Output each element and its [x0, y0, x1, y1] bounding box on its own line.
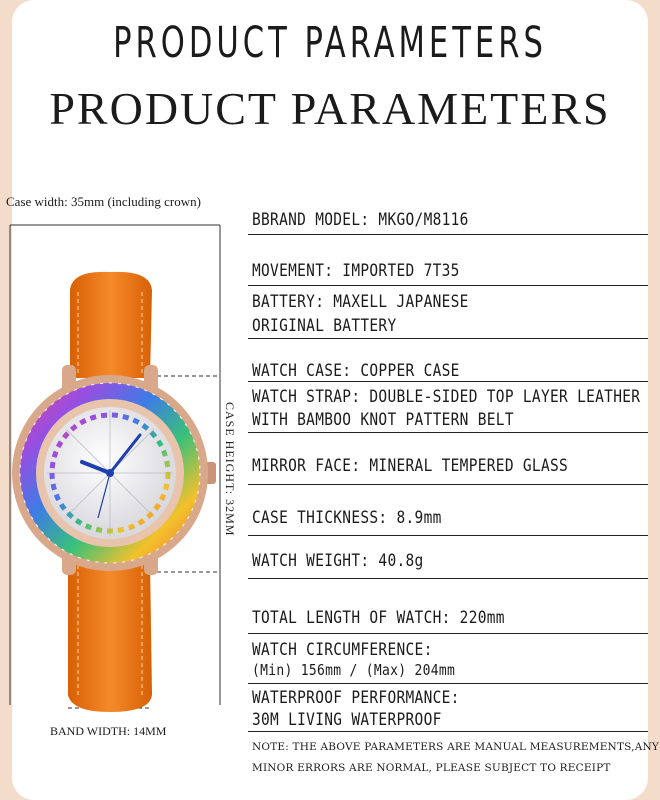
param-battery-cont: ORIGINAL BATTERY — [252, 317, 397, 336]
watch-illustration — [0, 200, 250, 740]
param-length: TOTAL LENGTH OF WATCH: 220mm — [252, 609, 505, 628]
divider — [248, 578, 648, 579]
strap-bottom — [68, 560, 152, 712]
param-weight: WATCH WEIGHT: 40.8g — [252, 552, 424, 571]
param-waterproof-cont: 30M LIVING WATERPROOF — [252, 711, 442, 730]
param-thickness: CASE THICKNESS: 8.9mm — [252, 509, 442, 528]
divider — [248, 285, 648, 286]
divider — [248, 535, 648, 536]
strap-top — [70, 272, 152, 378]
note-line-1: NOTE: THE ABOVE PARAMETERS ARE MANUAL MEASUREMENTS,ANY — [252, 741, 660, 753]
param-waterproof: WATERPROOF PERFORMANCE: — [252, 689, 460, 708]
divider — [248, 633, 648, 634]
divider — [248, 381, 648, 382]
page-title-small: PRODUCT PARAMETERS — [113, 18, 547, 68]
case-height-label: CASE HEIGHT: 32MM — [223, 402, 237, 537]
param-circumference: WATCH CIRCUMFERENCE: — [252, 641, 433, 660]
divider — [248, 683, 648, 684]
param-battery: BATTERY: MAXELL JAPANESE — [252, 293, 469, 312]
divider — [248, 234, 648, 235]
divider — [248, 484, 648, 485]
param-case: WATCH CASE: COPPER CASE — [252, 362, 460, 381]
case-width-label: Case width: 35mm (including crown) — [6, 194, 201, 209]
divider — [248, 338, 648, 339]
page-title: PRODUCT PARAMETERS — [49, 83, 611, 134]
divider — [248, 731, 648, 732]
param-strap-cont: WITH BAMBOO KNOT PATTERN BELT — [252, 411, 514, 430]
param-model: BBRAND MODEL: MKGO/M8116 — [252, 211, 469, 230]
param-strap: WATCH STRAP: DOUBLE-SIDED TOP LAYER LEATHER — [252, 388, 641, 407]
param-mirror: MIRROR FACE: MINERAL TEMPERED GLASS — [252, 457, 569, 476]
band-width-label: BAND WIDTH: 14MM — [50, 724, 167, 738]
divider — [248, 432, 648, 433]
param-circumference-range: (Min) 156mm / (Max) 204mm — [252, 662, 456, 680]
note-line-2: MINOR ERRORS ARE NORMAL, PLEASE SUBJECT TO RECEIPT — [252, 762, 611, 774]
param-movement: MOVEMENT: IMPORTED 7T35 — [252, 262, 460, 281]
